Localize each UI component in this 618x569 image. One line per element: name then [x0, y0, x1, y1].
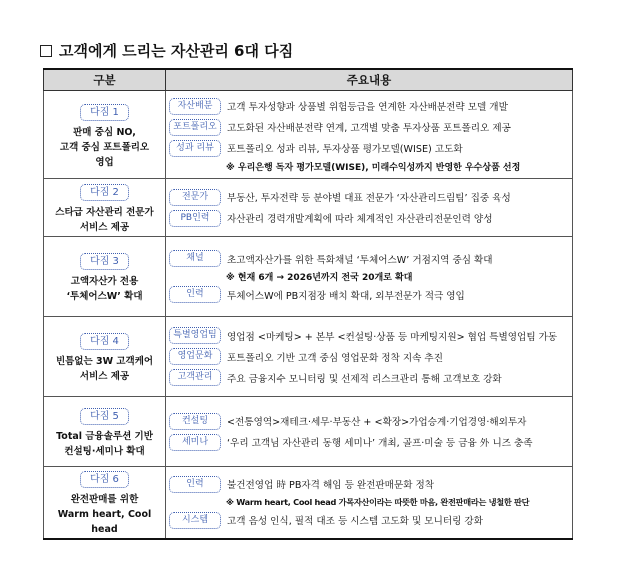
- pledge-number-badge: 다짐 6: [80, 471, 129, 488]
- content-line: [166, 187, 572, 208]
- pledge-number-badge: 다짐 2: [80, 184, 129, 201]
- pledge-content-cell: [166, 317, 573, 397]
- item-text: 불건전영업 時 PB자격 해임 등 완전판매문화 정착: [227, 480, 435, 492]
- pledge-title-line: 서비스 제공: [79, 222, 130, 233]
- pledge-content-cell: [166, 179, 573, 237]
- item-text: 고객 투자성향과 상품별 위험등급을 연계한 자산배분전략 모델 개발: [227, 102, 508, 113]
- content-line: [166, 96, 572, 117]
- note-line: ※ 우리은행 독자 평가모델(WISE), 미래수익성까지 반영한 우수상품 선정: [226, 162, 521, 173]
- item-tag: 시스템: [169, 512, 221, 529]
- pledge-title-line: Warm heart, Cool head: [57, 509, 152, 536]
- item-tag: 컨설팅: [169, 413, 221, 430]
- content-line: [166, 510, 572, 531]
- content-line: [166, 367, 572, 388]
- content-line: [166, 474, 572, 495]
- content-line: [166, 346, 572, 367]
- content-line: [166, 325, 572, 346]
- pledge-category-cell: [44, 91, 166, 179]
- pledge-title-line: 완전판매를 위한: [70, 494, 139, 506]
- content-line: [166, 117, 572, 138]
- pledge-title-line: 컨설팅·세미나 확대: [64, 446, 145, 457]
- item-text: 고객 음성 인식, 필적 대조 등 시스템 고도화 및 모니터링 강화: [227, 516, 483, 528]
- item-tag: 채널: [169, 250, 221, 267]
- pledge-title-line: 고객 중심 포트폴리오: [59, 141, 150, 153]
- header-content: 주요내용: [166, 69, 573, 91]
- pledge-row: [44, 317, 573, 397]
- item-text: 부동산, 투자전략 등 분야별 대표 전문가 ‘자산관리드림팀’ 집중 육성: [227, 193, 511, 204]
- item-text: 영업점 <마케팅> + 본부 <컨설팅·상품 등 마케팅지원> 협업 특별영업팀 가동: [227, 331, 558, 343]
- title-text: 고객에게 드리는 자산관리 6대 다짐: [59, 42, 294, 60]
- item-tag: 자산배분: [169, 98, 221, 115]
- pledge-category-cell: [44, 397, 166, 467]
- item-text: ‘우리 고객님 자산관리 동행 세미나’ 개최, 골프·미술 등 금융 外 니즈 충족: [227, 438, 533, 449]
- item-text: 포트폴리오 성과 리뷰, 투자상품 평가모델(WISE) 고도화: [227, 144, 463, 155]
- pledge-number-badge: 다짐 3: [80, 253, 129, 270]
- checkbox-square-icon: [40, 45, 52, 57]
- pledge-content-cell: [166, 91, 573, 179]
- item-tag: 고객관리: [169, 369, 221, 386]
- pledge-category-cell: [44, 467, 166, 539]
- pledge-title-line: ‘투체어스W’ 확대: [66, 291, 143, 302]
- pledge-category-cell: [44, 317, 166, 397]
- pledge-row: [44, 467, 573, 539]
- item-tag: 영업문화: [169, 348, 221, 365]
- pledge-number-badge: 다짐 1: [80, 104, 129, 121]
- pledge-content-cell: [166, 397, 573, 467]
- item-tag: 포트폴리오: [169, 119, 221, 136]
- pledge-title-line: 고액자산가 전용: [70, 276, 139, 287]
- pledge-content-cell: [166, 237, 573, 317]
- pledge-title-line: 스타급 자산관리 전문가: [55, 207, 154, 218]
- pledge-category-cell: [44, 179, 166, 237]
- content-line: [166, 411, 572, 432]
- item-text: <전통영역>재테크·세무·부동산 + <확장>가업승계·기업경영·해외투자: [227, 417, 527, 428]
- pledge-title-line: 판매 중심 NO,: [73, 126, 136, 138]
- content-line: [166, 138, 572, 159]
- content-line: [166, 208, 572, 229]
- item-text: 고도화된 자산배분전략 연계, 고객별 맞춤 투자상품 포트폴리오 제공: [227, 123, 511, 134]
- pledge-title-line: 빈틈없는 3W 고객케어: [55, 356, 154, 367]
- content-line: [166, 284, 572, 305]
- item-text: 포트폴리오 기반 고객 중심 영업문화 정착 지속 추진: [227, 352, 443, 364]
- pledge-number-badge: 다짐 4: [80, 333, 129, 350]
- document-title: [40, 40, 293, 61]
- item-tag: 세미나: [169, 434, 221, 451]
- pledge-category-cell: [44, 237, 166, 317]
- item-text: 주요 금융지수 모니터링 및 선제적 리스크관리 통해 고객보호 강화: [227, 373, 502, 385]
- pledge-row: [44, 179, 573, 237]
- pledge-title-line: Total 금융솔루션 기반: [56, 431, 153, 442]
- pledge-content-cell: [166, 467, 573, 539]
- pledge-title-line: 영업: [95, 156, 114, 168]
- pledge-table: [43, 68, 573, 540]
- pledge-row: [44, 397, 573, 467]
- content-line: [166, 432, 572, 453]
- item-tag: 인력: [169, 476, 221, 493]
- note-line: ※ Warm heart, Cool head 가목자산이라는 따뜻한 마음, 완전판매라는 냉철한 판단: [226, 496, 530, 507]
- item-tag: PB인력: [169, 210, 221, 227]
- content-line: [166, 248, 572, 269]
- item-tag: 특별영업팀: [169, 327, 221, 344]
- note-line: ※ 현재 6개 → 2026년까지 전국 20개로 확대: [226, 273, 413, 283]
- item-tag: 성과 리뷰: [169, 140, 221, 157]
- pledge-title-line: 서비스 제공: [79, 371, 130, 382]
- pledge-number-badge: 다짐 5: [80, 408, 129, 425]
- header-category: 구분: [44, 69, 166, 91]
- item-text: 초고액자산가를 위한 특화채널 ‘투체어스W’ 거점지역 중심 확대: [227, 254, 493, 266]
- header-row: [44, 69, 573, 91]
- table-body: [44, 91, 573, 539]
- pledge-row: [44, 91, 573, 179]
- item-tag: 전문가: [169, 189, 221, 206]
- pledge-row: [44, 237, 573, 317]
- item-tag: 인력: [169, 286, 221, 303]
- item-text: 자산관리 경력개발계획에 따라 체계적인 자산관리전문인력 양성: [227, 214, 493, 225]
- item-text: 투체어스W에 PB지점장 배치 확대, 외부전문가 적극 영입: [227, 290, 465, 302]
